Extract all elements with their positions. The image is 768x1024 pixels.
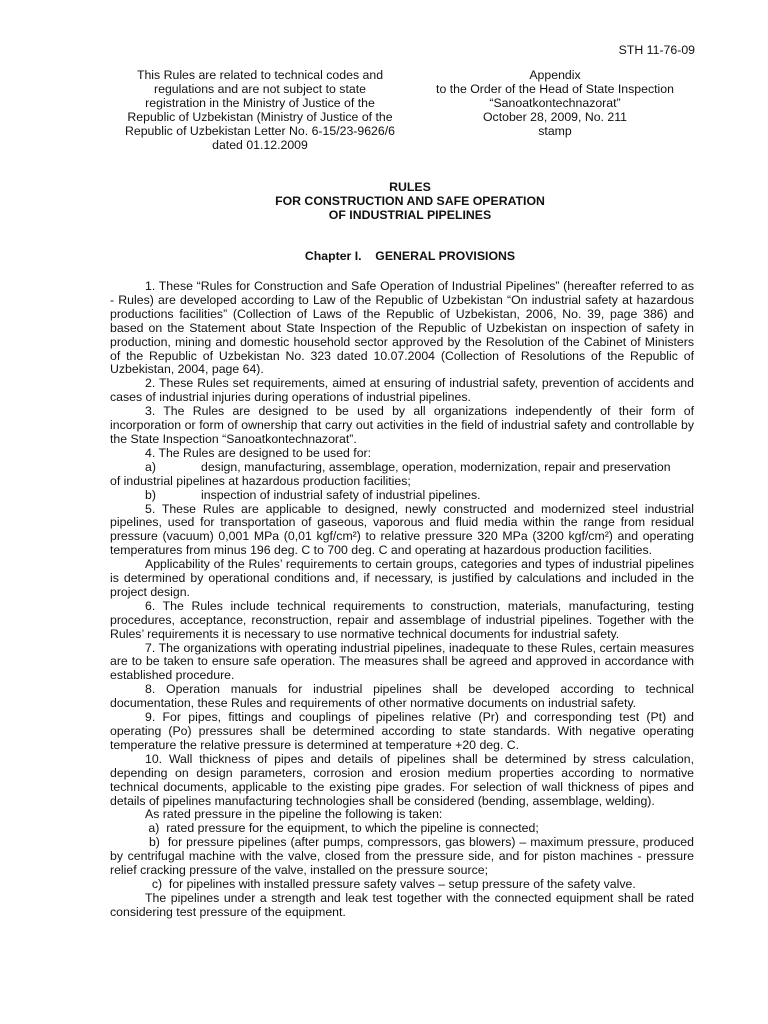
registration-note-line: Republic of Uzbekistan Letter No. 6-15/23-9626/6 xyxy=(124,124,395,138)
appendix-note-line: October 28, 2009, No. 211 xyxy=(482,110,627,124)
list-item xyxy=(110,489,694,503)
title-line: RULES xyxy=(389,180,431,194)
registration-note xyxy=(110,68,410,152)
registration-note-line: dated 01.12.2009 xyxy=(212,138,308,152)
list-text-continued: of industrial pipelines at hazardous production facilities; xyxy=(110,473,411,488)
appendix-note xyxy=(420,68,690,138)
appendix-note-line: “Sanoatkontechnazorat” xyxy=(489,96,621,110)
paragraph-3: 3. The Rules are designed to be used by all organizations independently of their form of incorporation or form of ownership that carry out activities in the field of industrial safety and controllable by the State Inspection “Sanoatkontechnazorat”. xyxy=(110,404,694,446)
registration-note-line: regulations and are not subject to state xyxy=(154,82,366,96)
title-line: FOR CONSTRUCTION AND SAFE OPERATION xyxy=(275,194,545,208)
appendix-note-line: stamp xyxy=(538,124,572,138)
paragraph-5: 5. These Rules are applicable to designed, newly constructed and modernized steel industrial pipelines, used for transportation of gaseous, vaporous and fluid media within the range from residual pressure (vacuum) 0,001 MPa (0,01 kgf/cm²) to relative pressure 320 MPa (3200 kgf/cm²) and operating temperatures from minus 196 deg. C to 700 deg. C and operating at hazardous production facilities. xyxy=(110,501,694,558)
list-item xyxy=(110,461,694,475)
registration-note-line: Republic of Uzbekistan (Ministry of Justice of the xyxy=(127,110,393,124)
list-marker: b) xyxy=(145,487,156,502)
document-code: STH 11-76-09 xyxy=(618,43,695,57)
list-text: design, manufacturing, assemblage, operation, modernization, repair and preservation xyxy=(201,459,671,474)
paragraph-rated-pressure: As rated pressure in the pipeline the following is taken: xyxy=(145,807,443,822)
paragraph-4: 4. The Rules are designed to be used for: xyxy=(145,445,372,460)
title-line: OF INDUSTRIAL PIPELINES xyxy=(328,208,492,222)
paragraph-5-applicability: Applicability of the Rules’ requirements to certain groups, categories and types of industrial pipelines is determined by operational conditions and, if necessary, is justified by calculations and included in the project design. xyxy=(110,557,694,599)
paragraph-8: 8. Operation manuals for industrial pipelines shall be developed according to technical documentation, these Rules and requirements of other normative documents on industrial safety. xyxy=(110,682,694,711)
paragraph-test-pressure: The pipelines under a strength and leak test together with the connected equipment shall be rated considering test pressure of the equipment. xyxy=(110,890,694,919)
document-title xyxy=(110,180,710,222)
registration-note-line: This Rules are related to technical codes and xyxy=(136,68,384,82)
appendix-note-line: Appendix xyxy=(529,68,581,82)
appendix-note-line: to the Order of the Head of State Inspection xyxy=(436,82,674,96)
rated-pressure-item-a: a) rated pressure for the equipment, to which the pipeline is connected; xyxy=(145,821,539,836)
registration-note-line: registration in the Ministry of Justice of the xyxy=(145,96,375,110)
paragraph-10: 10. Wall thickness of pipes and details of pipelines shall be determined by stress calculation, depending on design parameters, corrosion and erosion medium properties according to normative technical documents, applicable to the existing pipe grades. For selection of wall thickness of pipes and details of pipelines manufacturing technologies shall be considered (bending, assemblage, welding). xyxy=(110,751,694,808)
document-body xyxy=(110,279,698,920)
paragraph-6: 6. The Rules include technical requirements to construction, materials, manufacturing, testing procedures, acceptance, reconstruction, repair and assemblage of industrial pipelines. Together with the Rules’ requirements it is necessary to use normative technical documents for industrial safety. xyxy=(110,598,694,641)
rated-pressure-item-b: b) for pressure pipelines (after pumps, compressors, gas blowers) – maximum pressure, produced by centrifugal machine with the valve, closed from the pressure side, and for piston machines - pressure relief cracking pressure of the valve, installed on the pressure source; xyxy=(110,835,698,878)
paragraph-7: 7. The organizations with operating industrial pipelines, inadequate to these Rules, certain measures are to be taken to ensure safe operation. The measures shall be agreed and approved in accordance with established procedure. xyxy=(110,640,694,683)
paragraph-1: 1. These “Rules for Construction and Safe Operation of Industrial Pipelines” (hereafter referred to as - Rules) are developed according to Law of the Republic of Uzbekistan “On industrial safety at hazardous productions facilities” (Collection of Laws of the Republic of Uzbekistan, 2006, No. 39, page 386) and based on the Statement about State Inspection of the Republic of Uzbekistan on inspection of safety in production, mining and domestic household sector approved by the Resolution of the Cabinet of Ministers of the Republic of Uzbekistan No. 323 dated 10.07.2004 (Collection of Resolutions of the Republic of Uzbekistan, 2004, page 64). xyxy=(110,279,694,377)
paragraph-2: 2. These Rules set requirements, aimed at ensuring of industrial safety, prevention of accidents and cases of industrial injuries during operations of industrial pipelines. xyxy=(110,376,694,405)
paragraph-9: 9. For pipes, fittings and couplings of pipelines relative (Pr) and corresponding test (Pt) and operating (Po) pressures shall be determined according to state standards. With negative operating temperature the relative pressure is determined at temperature +20 deg. C. xyxy=(110,710,694,752)
list-marker: a) xyxy=(145,459,156,474)
list-text: inspection of industrial safety of industrial pipelines. xyxy=(201,487,481,502)
rated-pressure-item-c: c) for pipelines with installed pressure safety valves – setup pressure of the safety valve. xyxy=(145,876,636,891)
chapter-heading: Chapter I. GENERAL PROVISIONS xyxy=(304,249,516,263)
